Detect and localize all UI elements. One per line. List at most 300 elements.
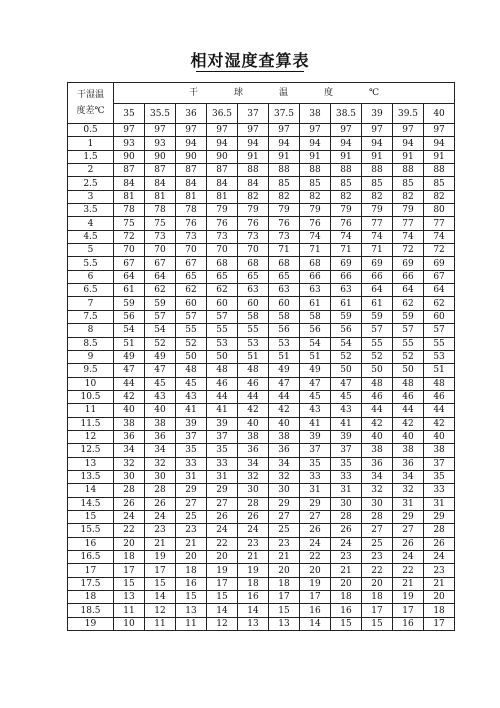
humidity-cell: 43 bbox=[331, 404, 362, 417]
humidity-cell: 48 bbox=[207, 364, 238, 377]
humidity-cell: 43 bbox=[300, 404, 331, 417]
row-header-temp-diff: 18 bbox=[68, 591, 114, 604]
humidity-cell: 91 bbox=[269, 150, 300, 163]
humidity-cell: 97 bbox=[114, 124, 145, 137]
humidity-cell: 84 bbox=[114, 177, 145, 190]
humidity-cell: 26 bbox=[300, 524, 331, 537]
humidity-cell: 27 bbox=[207, 497, 238, 510]
humidity-cell: 66 bbox=[393, 270, 424, 283]
humidity-cell: 32 bbox=[362, 484, 393, 497]
column-header: 38 bbox=[300, 104, 331, 124]
humidity-cell: 67 bbox=[145, 257, 176, 270]
humidity-cell: 21 bbox=[145, 537, 176, 550]
humidity-cell: 18 bbox=[331, 591, 362, 604]
humidity-cell: 40 bbox=[114, 404, 145, 417]
humidity-cell: 15 bbox=[331, 617, 362, 630]
humidity-cell: 30 bbox=[238, 484, 269, 497]
row-header-temp-diff: 2.5 bbox=[68, 177, 114, 190]
humidity-cell: 82 bbox=[362, 190, 393, 203]
humidity-cell: 80 bbox=[424, 204, 455, 217]
table-row bbox=[68, 497, 455, 510]
humidity-cell: 35 bbox=[424, 470, 455, 483]
table-row bbox=[68, 350, 455, 363]
humidity-cell: 29 bbox=[300, 497, 331, 510]
humidity-cell: 88 bbox=[269, 164, 300, 177]
humidity-cell: 28 bbox=[362, 510, 393, 523]
column-header: 39 bbox=[362, 104, 393, 124]
humidity-cell: 21 bbox=[424, 577, 455, 590]
humidity-cell: 63 bbox=[238, 284, 269, 297]
humidity-cell: 51 bbox=[269, 350, 300, 363]
humidity-cell: 72 bbox=[114, 230, 145, 243]
humidity-cell: 16 bbox=[238, 591, 269, 604]
humidity-cell: 11 bbox=[176, 617, 207, 630]
humidity-cell: 37 bbox=[300, 444, 331, 457]
humidity-cell: 51 bbox=[238, 350, 269, 363]
humidity-cell: 24 bbox=[207, 524, 238, 537]
humidity-cell: 97 bbox=[362, 124, 393, 137]
humidity-cell: 70 bbox=[114, 244, 145, 257]
humidity-cell: 82 bbox=[238, 190, 269, 203]
humidity-cell: 76 bbox=[176, 217, 207, 230]
humidity-cell: 70 bbox=[207, 244, 238, 257]
row-header-temp-diff: 14.5 bbox=[68, 497, 114, 510]
humidity-cell: 40 bbox=[145, 404, 176, 417]
humidity-cell: 18 bbox=[176, 564, 207, 577]
humidity-cell: 23 bbox=[269, 537, 300, 550]
humidity-cell: 14 bbox=[238, 604, 269, 617]
humidity-cell: 22 bbox=[362, 564, 393, 577]
humidity-cell: 19 bbox=[145, 551, 176, 564]
humidity-cell: 30 bbox=[114, 470, 145, 483]
humidity-cell: 22 bbox=[300, 551, 331, 564]
humidity-cell: 29 bbox=[269, 497, 300, 510]
humidity-cell: 34 bbox=[145, 444, 176, 457]
humidity-cell: 72 bbox=[424, 244, 455, 257]
row-header-temp-diff: 9 bbox=[68, 350, 114, 363]
table-row bbox=[68, 270, 455, 283]
humidity-cell: 19 bbox=[300, 577, 331, 590]
humidity-cell: 54 bbox=[331, 337, 362, 350]
row-header-temp-diff: 2 bbox=[68, 164, 114, 177]
humidity-cell: 39 bbox=[331, 430, 362, 443]
humidity-cell: 49 bbox=[269, 364, 300, 377]
humidity-cell: 85 bbox=[393, 177, 424, 190]
row-header-temp-diff: 14 bbox=[68, 484, 114, 497]
humidity-cell: 75 bbox=[114, 217, 145, 230]
humidity-cell: 50 bbox=[362, 364, 393, 377]
humidity-cell: 60 bbox=[207, 297, 238, 310]
humidity-cell: 94 bbox=[238, 137, 269, 150]
humidity-cell: 33 bbox=[207, 457, 238, 470]
humidity-cell: 62 bbox=[176, 284, 207, 297]
humidity-cell: 15 bbox=[269, 604, 300, 617]
humidity-cell: 26 bbox=[331, 524, 362, 537]
table-row bbox=[68, 564, 455, 577]
humidity-cell: 40 bbox=[393, 430, 424, 443]
page-title: 相对湿度查算表 bbox=[190, 51, 310, 70]
humidity-cell: 69 bbox=[331, 257, 362, 270]
humidity-cell: 26 bbox=[114, 497, 145, 510]
humidity-cell: 78 bbox=[176, 204, 207, 217]
humidity-cell: 77 bbox=[393, 217, 424, 230]
humidity-cell: 62 bbox=[207, 284, 238, 297]
table-row bbox=[68, 537, 455, 550]
humidity-cell: 40 bbox=[424, 430, 455, 443]
humidity-cell: 57 bbox=[145, 310, 176, 323]
humidity-cell: 88 bbox=[331, 164, 362, 177]
humidity-cell: 42 bbox=[424, 417, 455, 430]
humidity-cell: 46 bbox=[207, 377, 238, 390]
humidity-cell: 97 bbox=[331, 124, 362, 137]
humidity-cell: 31 bbox=[393, 497, 424, 510]
humidity-cell: 44 bbox=[238, 390, 269, 403]
humidity-cell: 67 bbox=[114, 257, 145, 270]
humidity-cell: 64 bbox=[145, 270, 176, 283]
row-header-temp-diff: 6 bbox=[68, 270, 114, 283]
humidity-cell: 55 bbox=[238, 324, 269, 337]
humidity-cell: 31 bbox=[331, 484, 362, 497]
humidity-cell: 64 bbox=[362, 284, 393, 297]
humidity-cell: 15 bbox=[207, 591, 238, 604]
humidity-cell: 42 bbox=[238, 404, 269, 417]
humidity-cell: 73 bbox=[238, 230, 269, 243]
humidity-cell: 24 bbox=[114, 510, 145, 523]
humidity-cell: 32 bbox=[238, 470, 269, 483]
humidity-cell: 76 bbox=[269, 217, 300, 230]
table-row bbox=[68, 444, 455, 457]
humidity-cell: 64 bbox=[424, 284, 455, 297]
humidity-cell: 67 bbox=[424, 270, 455, 283]
humidity-cell: 76 bbox=[207, 217, 238, 230]
humidity-cell: 22 bbox=[393, 564, 424, 577]
row-header-temp-diff: 18.5 bbox=[68, 604, 114, 617]
row-header-temp-diff: 16.5 bbox=[68, 551, 114, 564]
humidity-cell: 42 bbox=[362, 417, 393, 430]
humidity-cell: 84 bbox=[238, 177, 269, 190]
row-header-temp-diff: 4.5 bbox=[68, 230, 114, 243]
humidity-cell: 36 bbox=[269, 444, 300, 457]
humidity-cell: 55 bbox=[207, 324, 238, 337]
humidity-cell: 38 bbox=[238, 430, 269, 443]
humidity-cell: 24 bbox=[331, 537, 362, 550]
row-header-temp-diff: 19 bbox=[68, 617, 114, 630]
humidity-cell: 16 bbox=[300, 604, 331, 617]
humidity-cell: 23 bbox=[424, 564, 455, 577]
humidity-cell: 88 bbox=[424, 164, 455, 177]
humidity-cell: 16 bbox=[393, 617, 424, 630]
humidity-cell: 19 bbox=[393, 591, 424, 604]
humidity-cell: 64 bbox=[114, 270, 145, 283]
humidity-cell: 52 bbox=[176, 337, 207, 350]
corner-header-line1: 干湿温 bbox=[76, 90, 104, 100]
humidity-cell: 18 bbox=[424, 604, 455, 617]
table-row bbox=[68, 470, 455, 483]
humidity-cell: 58 bbox=[269, 310, 300, 323]
humidity-cell: 31 bbox=[424, 497, 455, 510]
humidity-cell: 21 bbox=[331, 564, 362, 577]
humidity-cell: 69 bbox=[393, 257, 424, 270]
humidity-cell: 17 bbox=[300, 591, 331, 604]
humidity-cell: 66 bbox=[300, 270, 331, 283]
humidity-cell: 61 bbox=[331, 297, 362, 310]
humidity-cell: 65 bbox=[176, 270, 207, 283]
humidity-cell: 77 bbox=[362, 217, 393, 230]
humidity-cell: 23 bbox=[238, 537, 269, 550]
humidity-cell: 90 bbox=[114, 150, 145, 163]
humidity-cell: 69 bbox=[362, 257, 393, 270]
humidity-cell: 82 bbox=[424, 190, 455, 203]
humidity-cell: 26 bbox=[207, 510, 238, 523]
humidity-cell: 48 bbox=[362, 377, 393, 390]
row-header-temp-diff: 10.5 bbox=[68, 390, 114, 403]
humidity-cell: 81 bbox=[176, 190, 207, 203]
humidity-cell: 79 bbox=[269, 204, 300, 217]
humidity-cell: 29 bbox=[176, 484, 207, 497]
humidity-cell: 41 bbox=[207, 404, 238, 417]
humidity-cell: 16 bbox=[176, 577, 207, 590]
humidity-cell: 44 bbox=[114, 377, 145, 390]
humidity-cell: 16 bbox=[331, 604, 362, 617]
row-header-temp-diff: 11 bbox=[68, 404, 114, 417]
table-row bbox=[68, 324, 455, 337]
humidity-cell: 87 bbox=[176, 164, 207, 177]
humidity-cell: 13 bbox=[238, 617, 269, 630]
table-row bbox=[68, 217, 455, 230]
humidity-cell: 24 bbox=[300, 537, 331, 550]
humidity-cell: 27 bbox=[362, 524, 393, 537]
humidity-cell: 26 bbox=[424, 537, 455, 550]
humidity-cell: 14 bbox=[300, 617, 331, 630]
humidity-cell: 73 bbox=[207, 230, 238, 243]
humidity-cell: 76 bbox=[331, 217, 362, 230]
humidity-cell: 82 bbox=[300, 190, 331, 203]
corner-header bbox=[68, 83, 114, 124]
table-row bbox=[68, 377, 455, 390]
humidity-cell: 65 bbox=[207, 270, 238, 283]
humidity-cell: 81 bbox=[114, 190, 145, 203]
humidity-cell: 97 bbox=[176, 124, 207, 137]
humidity-cell: 29 bbox=[207, 484, 238, 497]
humidity-cell: 17 bbox=[145, 564, 176, 577]
humidity-cell: 97 bbox=[300, 124, 331, 137]
humidity-cell: 33 bbox=[424, 484, 455, 497]
table-row bbox=[68, 364, 455, 377]
humidity-cell: 87 bbox=[114, 164, 145, 177]
humidity-cell: 26 bbox=[238, 510, 269, 523]
humidity-cell: 94 bbox=[424, 137, 455, 150]
humidity-cell: 72 bbox=[393, 244, 424, 257]
humidity-cell: 66 bbox=[362, 270, 393, 283]
humidity-cell: 23 bbox=[145, 524, 176, 537]
humidity-cell: 69 bbox=[424, 257, 455, 270]
humidity-cell: 71 bbox=[300, 244, 331, 257]
humidity-cell: 50 bbox=[176, 350, 207, 363]
humidity-cell: 40 bbox=[238, 417, 269, 430]
humidity-cell: 97 bbox=[269, 124, 300, 137]
table-row bbox=[68, 417, 455, 430]
humidity-cell: 26 bbox=[145, 497, 176, 510]
humidity-cell: 35 bbox=[207, 444, 238, 457]
row-header-temp-diff: 6.5 bbox=[68, 284, 114, 297]
humidity-cell: 24 bbox=[393, 551, 424, 564]
humidity-cell: 26 bbox=[393, 537, 424, 550]
humidity-cell: 38 bbox=[269, 430, 300, 443]
humidity-cell: 42 bbox=[393, 417, 424, 430]
humidity-cell: 20 bbox=[362, 577, 393, 590]
row-header-temp-diff: 5 bbox=[68, 244, 114, 257]
humidity-cell: 47 bbox=[269, 377, 300, 390]
humidity-cell: 17 bbox=[114, 564, 145, 577]
humidity-cell: 97 bbox=[207, 124, 238, 137]
table-row bbox=[68, 484, 455, 497]
row-header-temp-diff: 8.5 bbox=[68, 337, 114, 350]
column-header: 36.5 bbox=[207, 104, 238, 124]
humidity-cell: 63 bbox=[300, 284, 331, 297]
humidity-cell: 48 bbox=[393, 377, 424, 390]
humidity-cell: 42 bbox=[114, 390, 145, 403]
humidity-cell: 77 bbox=[424, 217, 455, 230]
humidity-cell: 82 bbox=[331, 190, 362, 203]
row-header-temp-diff: 5.5 bbox=[68, 257, 114, 270]
row-header-temp-diff: 17 bbox=[68, 564, 114, 577]
humidity-cell: 40 bbox=[362, 430, 393, 443]
humidity-cell: 20 bbox=[331, 577, 362, 590]
humidity-cell: 48 bbox=[176, 364, 207, 377]
humidity-cell: 49 bbox=[114, 350, 145, 363]
humidity-cell: 44 bbox=[393, 404, 424, 417]
humidity-cell: 44 bbox=[424, 404, 455, 417]
humidity-cell: 11 bbox=[114, 604, 145, 617]
humidity-cell: 59 bbox=[393, 310, 424, 323]
humidity-cell: 57 bbox=[207, 310, 238, 323]
humidity-cell: 90 bbox=[145, 150, 176, 163]
humidity-cell: 24 bbox=[424, 551, 455, 564]
humidity-cell: 97 bbox=[393, 124, 424, 137]
humidity-cell: 48 bbox=[238, 364, 269, 377]
humidity-cell: 79 bbox=[331, 204, 362, 217]
humidity-cell: 60 bbox=[176, 297, 207, 310]
humidity-cell: 97 bbox=[145, 124, 176, 137]
humidity-cell: 36 bbox=[362, 457, 393, 470]
table-row bbox=[68, 390, 455, 403]
humidity-cell: 27 bbox=[269, 510, 300, 523]
row-header-temp-diff: 13.5 bbox=[68, 470, 114, 483]
humidity-cell: 63 bbox=[269, 284, 300, 297]
row-header-temp-diff: 13 bbox=[68, 457, 114, 470]
humidity-cell: 88 bbox=[238, 164, 269, 177]
humidity-cell: 13 bbox=[176, 604, 207, 617]
humidity-cell: 70 bbox=[176, 244, 207, 257]
table-row bbox=[68, 457, 455, 470]
humidity-cell: 39 bbox=[207, 417, 238, 430]
table-row bbox=[68, 177, 455, 190]
humidity-cell: 58 bbox=[300, 310, 331, 323]
humidity-cell: 84 bbox=[207, 177, 238, 190]
table-row bbox=[68, 284, 455, 297]
humidity-cell: 14 bbox=[207, 604, 238, 617]
row-header-temp-diff: 1 bbox=[68, 137, 114, 150]
humidity-cell: 22 bbox=[114, 524, 145, 537]
humidity-cell: 44 bbox=[207, 390, 238, 403]
humidity-cell: 60 bbox=[238, 297, 269, 310]
humidity-cell: 29 bbox=[424, 510, 455, 523]
humidity-cell: 79 bbox=[362, 204, 393, 217]
humidity-cell: 84 bbox=[176, 177, 207, 190]
humidity-cell: 90 bbox=[176, 150, 207, 163]
humidity-cell: 29 bbox=[393, 510, 424, 523]
humidity-cell: 68 bbox=[300, 257, 331, 270]
humidity-cell: 58 bbox=[238, 310, 269, 323]
humidity-cell: 17 bbox=[207, 577, 238, 590]
humidity-cell: 47 bbox=[300, 377, 331, 390]
humidity-cell: 94 bbox=[176, 137, 207, 150]
humidity-cell: 31 bbox=[176, 470, 207, 483]
humidity-cell: 76 bbox=[238, 217, 269, 230]
humidity-cell: 36 bbox=[393, 457, 424, 470]
humidity-cell: 46 bbox=[238, 377, 269, 390]
humidity-cell: 74 bbox=[424, 230, 455, 243]
humidity-cell: 35 bbox=[300, 457, 331, 470]
humidity-cell: 70 bbox=[238, 244, 269, 257]
humidity-cell: 12 bbox=[207, 617, 238, 630]
humidity-cell: 79 bbox=[207, 204, 238, 217]
humidity-cell: 85 bbox=[424, 177, 455, 190]
humidity-cell: 51 bbox=[300, 350, 331, 363]
humidity-cell: 21 bbox=[269, 551, 300, 564]
table-row bbox=[68, 124, 455, 137]
humidity-cell: 50 bbox=[331, 364, 362, 377]
humidity-cell: 20 bbox=[300, 564, 331, 577]
humidity-cell: 85 bbox=[300, 177, 331, 190]
humidity-cell: 59 bbox=[145, 297, 176, 310]
humidity-cell: 94 bbox=[269, 137, 300, 150]
humidity-cell: 12 bbox=[145, 604, 176, 617]
humidity-cell: 52 bbox=[393, 350, 424, 363]
humidity-cell: 24 bbox=[145, 510, 176, 523]
humidity-cell: 55 bbox=[362, 337, 393, 350]
table-row bbox=[68, 577, 455, 590]
humidity-cell: 75 bbox=[145, 217, 176, 230]
humidity-cell: 32 bbox=[393, 484, 424, 497]
humidity-cell: 18 bbox=[269, 577, 300, 590]
humidity-cell: 17 bbox=[362, 604, 393, 617]
humidity-cell: 25 bbox=[176, 510, 207, 523]
humidity-cell: 30 bbox=[362, 497, 393, 510]
humidity-cell: 46 bbox=[362, 390, 393, 403]
humidity-cell: 59 bbox=[331, 310, 362, 323]
humidity-cell: 39 bbox=[176, 417, 207, 430]
humidity-cell: 33 bbox=[331, 470, 362, 483]
humidity-cell: 47 bbox=[114, 364, 145, 377]
row-header-temp-diff: 15 bbox=[68, 510, 114, 523]
humidity-cell: 17 bbox=[269, 591, 300, 604]
humidity-cell: 19 bbox=[238, 564, 269, 577]
humidity-cell: 38 bbox=[393, 444, 424, 457]
humidity-cell: 60 bbox=[424, 310, 455, 323]
humidity-cell: 37 bbox=[424, 457, 455, 470]
humidity-cell: 94 bbox=[207, 137, 238, 150]
humidity-cell: 81 bbox=[207, 190, 238, 203]
humidity-cell: 97 bbox=[424, 124, 455, 137]
table-row bbox=[68, 297, 455, 310]
humidity-cell: 65 bbox=[269, 270, 300, 283]
row-header-temp-diff: 15.5 bbox=[68, 524, 114, 537]
row-header-temp-diff: 12 bbox=[68, 430, 114, 443]
humidity-cell: 30 bbox=[145, 470, 176, 483]
humidity-cell: 56 bbox=[300, 324, 331, 337]
humidity-cell: 93 bbox=[114, 137, 145, 150]
